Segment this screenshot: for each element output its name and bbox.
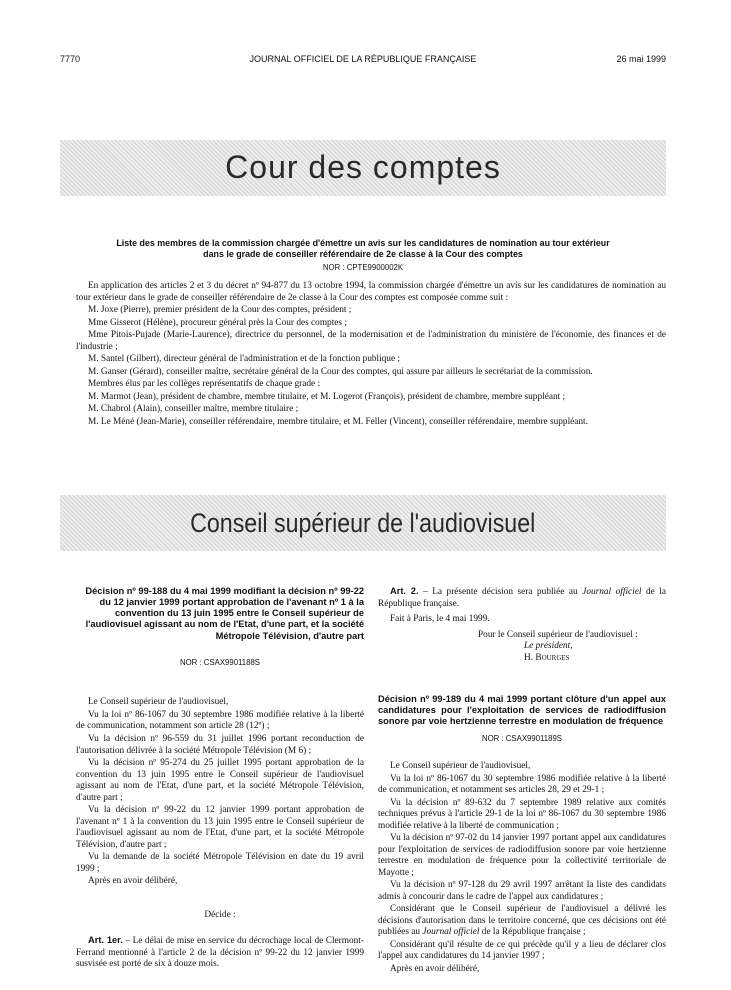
paragraph: Vu la demande de la société Métropole Télévision en date du 19 avril 1999 ; xyxy=(76,852,364,874)
commission-list-title: Liste des membres de la commission chargée d'émettre un avis sur les candidatures de nomination au tour extérieur dans le grade de conseiller référendaire de 2e classe à la Cour des comptes xyxy=(116,238,610,260)
paragraph: Vu la loi nº 86-1067 du 30 septembre 1986 modifiée relative à la liberté de communication, notamment son article 28 (12º) ; xyxy=(76,709,364,732)
member-item: M. Santel (Gilbert), directeur général de l'administration et de la fonction publique ; xyxy=(88,354,400,365)
section-banner-cour-des-comptes xyxy=(60,140,666,196)
nor-reference: NOR : CPTE9900002K xyxy=(322,263,404,272)
paragraph: Après en avoir délibéré, xyxy=(88,876,178,887)
paragraph: Vu la décision nº 97-02 du 14 janvier 1997 portant appel aux candidatures pour l'exploitation de services de radiodiffusion sonore par voie hertzienne terrestre en modulation de fréquence pour la collectivité territoriale de Mayotte ; xyxy=(378,833,666,878)
member-item: Mme Pitois-Pujade (Marie-Laurence), directrice du personnel, de la modernisation et de l'administration du ministère de l'économie, des finances et de l'industrie ; xyxy=(76,330,666,352)
page-number: 7770 xyxy=(60,54,81,64)
decision-188-nor: NOR : CSAX9901188S xyxy=(179,657,261,667)
section-banner-csa xyxy=(60,495,666,551)
article-2: Art. 2. – La présente décision sera publiée au Journal officiel de la République française. xyxy=(378,586,667,609)
paragraph: Vu la décision nº 96-559 du 31 juillet 1996 portant reconduction de l'autorisation délivrée à la société Métropole Télévision (M 6) ; xyxy=(76,733,364,756)
member-item: M. Ganser (Gérard), conseiller maître, secrétaire général de la Cour des comptes, qui assure par ailleurs le secrétariat de la commission. xyxy=(88,366,593,377)
signature-line: Pour le Conseil supérieur de l'audiovisuel : xyxy=(478,629,638,640)
member-item: M. Le Méné (Jean-Marie), conseiller référendaire, membre titulaire, et M. Feller (Vincent), conseiller référendaire, membre suppléant. xyxy=(88,416,588,427)
article-1: Art. 1er. – Le délai de mise en service du décrochage local de Clermont-Ferrand mentionné à l'article 2 de la décision nº 99-22 du 12 janvier 1999 susvisée est porté de six à douze mois. xyxy=(76,935,364,970)
decide-heading: Décide : xyxy=(204,909,236,920)
decision-188-title: Décision nº 99-188 du 4 mai 1999 modifiant la décision nº 99-22 du 12 janvier 1999 portant approbation de l'avenant nº 1 à la convention du 13 juin 1995 entre le Conseil supérieur de l'audiovisuel agissant au nom de l'Etat, d'une part, et la société Métropole Télévision, d'autre part xyxy=(85,586,364,641)
decision-189-title: Décision nº 99-189 du 4 mai 1999 portant clôture d'un appel aux candidatures pour l'exploitation de services de radiodiffusion sonore par voie hertzienne terrestre en modulation de fréquence xyxy=(378,694,666,727)
paragraph: Vu la loi nº 86-1067 du 30 septembre 1986 modifiée relative à la liberté de communication, et notamment ses articles 28, 29 et 29-1 ; xyxy=(378,773,666,796)
issue-date: 26 mai 1999 xyxy=(616,54,666,64)
member-item: M. Marmot (Jean), président de chambre, membre titulaire, et M. Logerot (François), président de chambre, membre suppléant ; xyxy=(88,391,566,402)
intro-paragraph: En application des articles 2 et 3 du décret nº 94-877 du 13 octobre 1994, la commission chargée d'émettre un avis sur les candidatures de nomination au tour extérieur dans le grade de conseiller référendaire de 2e classe à la Cour des comptes est composée comme suit : xyxy=(76,281,666,303)
paragraph: Vu la décision nº 99-22 du 12 janvier 1999 portant approbation de l'avenant nº 1 à la convention du 13 juin 1995 entre le Conseil supérieur de l'audiovisuel agissant au nom de l'Etat, d'une part, et la société Métropole Télévision, d'autre part ; xyxy=(76,805,364,850)
considerant: Considérant qu'il résulte de ce qui précède qu'il y a lieu de déclarer clos l'appel aux candidatures du 14 janvier 1997 ; xyxy=(378,939,666,962)
considerant: Considérant que le Conseil supérieur de l'audiovisuel a délivré les décisions d'autorisation dans le territoire concerné, que ces décisions ont été publiées au Journal officiel de la République française ; xyxy=(378,904,666,938)
done-at: Fait à Paris, le 4 mai 1999. xyxy=(390,614,490,625)
page-header xyxy=(60,54,666,68)
article-1-label: Art. 1er. xyxy=(88,935,123,946)
article-2-label: Art. 2. xyxy=(390,586,419,596)
member-item: M. Joxe (Pierre), premier président de la Cour des comptes, président ; xyxy=(88,305,352,316)
commission-members-text xyxy=(76,281,666,429)
banner-title: Conseil supérieur de l'audiovisuel xyxy=(190,507,536,538)
paragraph: Après en avoir délibéré, xyxy=(390,963,480,974)
journal-title: JOURNAL OFFICIEL DE LA RÉPUBLIQUE FRANÇAISE xyxy=(249,54,477,64)
decision-189-nor: NOR : CSAX9901189S xyxy=(481,733,563,743)
paragraph: Le Conseil supérieur de l'audiovisuel, xyxy=(390,761,531,772)
paragraph: Vu la décision nº 97-128 du 29 avril 1997 arrêtant la liste des candidats admis à concourir dans le cadre de l'appel aux candidatures ; xyxy=(378,880,666,902)
paragraph: Le Conseil supérieur de l'audiovisuel, xyxy=(88,697,229,708)
paragraph: Vu la décision nº 95-274 du 25 juillet 1995 portant approbation de la convention du 13 juin 1995 entre le Conseil supérieur de l'audiovisuel agissant au nom de l'Etat, d'une part, et la société Métropole Télévision, d'autre part ; xyxy=(76,758,364,803)
paragraph: Vu la décision nº 89-632 du 7 septembre 1989 relative aux comités techniques prévus à l'article 29-1 de la loi nº 86-1067 du 30 septembre 1986 modifiée relative à la liberté de communication ; xyxy=(378,797,666,831)
decision-188-column xyxy=(76,586,364,972)
banner-title: Cour des comptes xyxy=(225,149,501,186)
decision-188-continued-column xyxy=(378,586,666,977)
member-item: M. Chabrol (Alain), conseiller maître, membre titulaire ; xyxy=(88,404,299,415)
member-item: Mme Gisserot (Hélène), procureur général près la Cour des comptes ; xyxy=(88,317,347,328)
member-item: Membres élus par les collèges représentatifs de chaque grade : xyxy=(88,379,321,390)
signature-role: Le président, xyxy=(524,641,573,652)
signature-name: H. Bourges xyxy=(524,652,570,663)
